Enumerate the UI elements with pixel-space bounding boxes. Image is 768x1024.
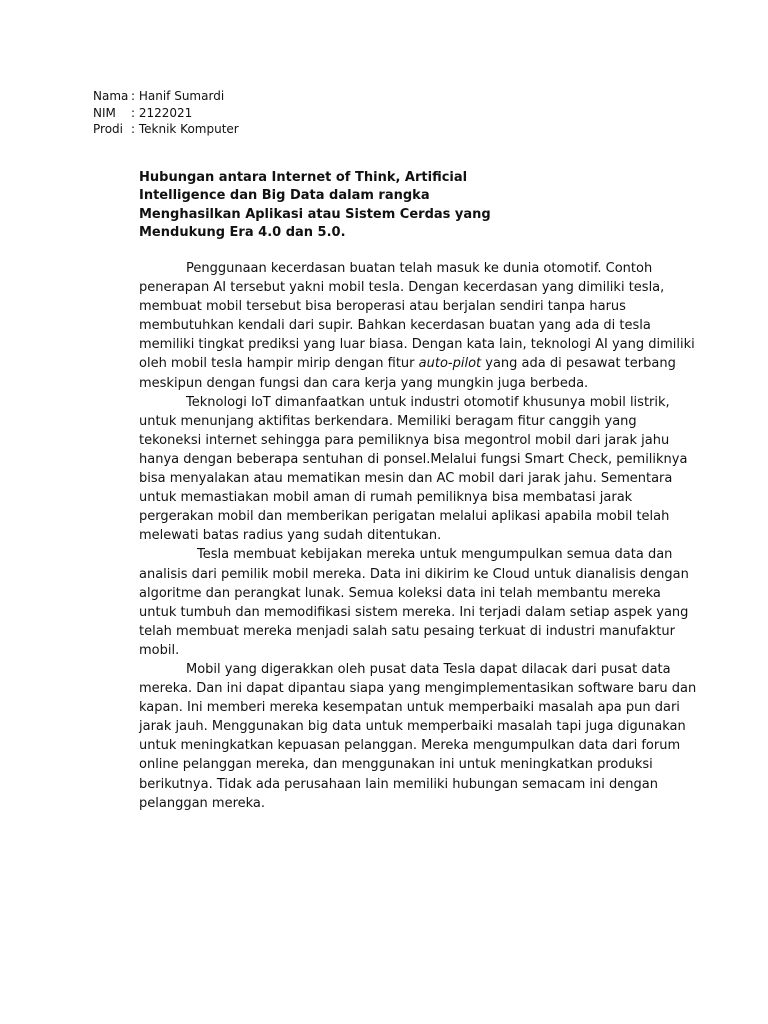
nim-value: : 2122021 [131,105,193,120]
title-line: Intelligence dan Big Data dalam rangka [139,188,430,204]
paragraph-1-line: meskipun dengan fungsi dan cara kerja yang mungkin juga berbeda. [139,375,589,391]
prodi-value: : Teknik Komputer [131,122,239,137]
paragraph-3-line: Tesla membuat kebijakan mereka untuk mengumpulkan semua data dan [197,547,673,563]
title-line: Menghasilkan Aplikasi atau Sistem Cerdas yang [139,206,491,222]
paragraph-2-line: tekoneksi internet sehingga para pemiliknya bisa megontrol mobil dari jarak jahu [139,432,670,448]
paragraph-2-line: pergerakan mobil dan memberikan perigatan melalui aplikasi apabila mobil telah [139,509,670,525]
nim-row [93,105,239,122]
paragraph-1-line: penerapan AI tersebut yakni mobil tesla. Dengan kecerdasan yang dimiliki tesla, [139,280,665,296]
student-identity [93,88,239,138]
paragraph-2-line: untuk menunjang aktifitas berkendara. Memiliki beragam fitur canggih yang [139,413,637,429]
paragraph-3-line: algoritme dan perangkat lunak. Semua koleksi data ini telah membantu mereka [139,585,661,601]
document-title [139,169,539,242]
title-line: Mendukung Era 4.0 dan 5.0. [139,224,346,240]
paragraph-1-line-mixed [139,354,679,373]
prodi-row [93,121,239,138]
title-line: Hubungan antara Internet of Think, Artificial [139,170,468,185]
paragraph-1-text: oleh mobil tesla hampir mirip dengan fitur [139,356,419,372]
name-row [93,88,239,105]
paragraph-4-line: mereka. Dan ini dapat dipantau siapa yang mengimplementasikan software baru dan [139,681,697,697]
paragraph-4-line: jarak jauh. Menggunakan big data untuk memperbaiki masalah tapi juga digunakan [139,719,686,735]
name-label: Nama [93,89,129,103]
paragraph-1-text: yang ada di pesawat terbang [481,356,676,372]
document-body [139,259,697,813]
paragraph-2-line: bisa menyalakan atau mematikan mesin dan AC mobil dari jarak jahu. Sementara [139,471,673,487]
auto-pilot-emphasis: auto-pilot [418,356,482,372]
paragraph-2-line: hanya dengan beberapa sentuhan di ponsel.Melalui fungsi Smart Check, pemiliknya [139,451,688,467]
paragraph-3-line: analisis dari pemilik mobil mereka. Data ini dikirim ke Cloud untuk dianalisis dengan [139,566,689,582]
name-value: : Hanif Sumardi [131,89,225,103]
paragraph-4-line: pelanggan mereka. [139,795,266,811]
nim-label: NIM [93,105,116,120]
paragraph-4-line: berikutnya. Tidak ada perusahaan lain memiliki hubungan semacam ini dengan [139,776,658,792]
paragraph-2-line: Teknologi IoT dimanfaatkan untuk industri otomotif khusunya mobil listrik, [186,394,670,410]
paragraph-2-line: untuk memastiakan mobil aman di rumah pemiliknya bisa membatasi jarak [139,490,633,506]
paragraph-1-line: Penggunaan kecerdasan buatan telah masuk ke dunia otomotif. Contoh [186,261,653,276]
paragraph-3-line: untuk tumbuh dan memodifikasi sistem mereka. Ini terjadi dalam setiap aspek yang [139,604,689,620]
paragraph-1-line: membutuhkan kendali dari supir. Bahkan kecerdasan buatan yang ada di tesla [139,318,651,334]
paragraph-1-line: memiliki tingkat prediksi yang luar biasa. Dengan kata lain, teknologi AI yang dimiliki [139,337,695,353]
paragraph-3-line: mobil. [139,642,180,658]
paragraph-4-line: online pelanggan mereka, dan menggunakan ini untuk meningkatkan produksi [139,757,653,773]
paragraph-4-line: Mobil yang digerakkan oleh pusat data Tesla dapat dilacak dari pusat data [186,661,671,677]
paragraph-4-line: kapan. Ini memberi mereka kesempatan untuk memperbaiki masalah apa pun dari [139,700,680,716]
paragraph-1-line: membuat mobil tersebut bisa beroperasi atau berjalan sendiri tanpa harus [139,299,626,315]
paragraph-2-line: melewati batas radius yang sudah ditentukan. [139,528,442,544]
paragraph-3-line: telah membuat mereka menjadi salah satu pesaing terkuat di industri manufaktur [139,623,675,639]
paragraph-4-line: untuk meningkatkan kepuasan pelanggan. Mereka mengumpulkan data dari forum [139,738,681,754]
prodi-label: Prodi [93,122,123,137]
